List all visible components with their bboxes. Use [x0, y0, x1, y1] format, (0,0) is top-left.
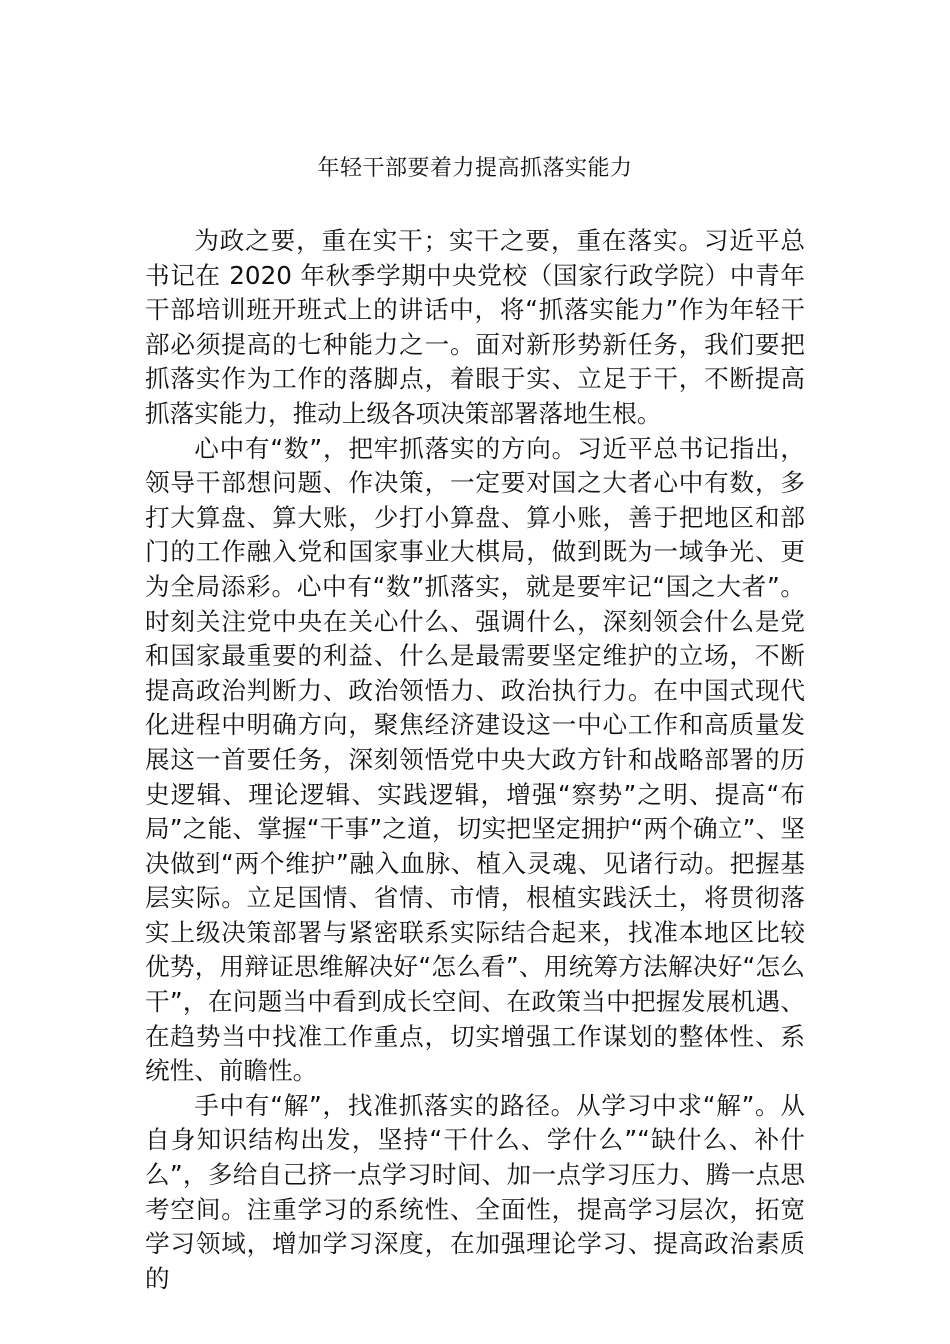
document-body: [145, 224, 805, 1296]
document-title: 年轻干部要着力提高抓落实能力: [317, 156, 633, 181]
paragraph: 为政之要，重在实干；实干之要，重在落实。习近平总书记在 2020 年秋季学期中央党校（国家行政学院）中青年干部培训班开班式上的讲话中，将“抓落实能力”作为年轻干部必须提高的七种能力之一。面对新形势新任务，我们要把抓落实作为工作的落脚点，着眼于实、立足于干，不断提高抓落实能力，推动上级各项决策部署落地生根。: [145, 226, 805, 428]
paragraph: 手中有“解”，找准抓落实的路径。从学习中求“解”。从自身知识结构出发，坚持“干什么、学什么”“缺什么、补什么”，多给自己挤一点学习时间、加一点学习压力、腾一点思考空间。注重学习的系统性、全面性，提高学习层次，拓宽学习领域，增加学习深度，在加强理论学习、提高政治素质的: [145, 1090, 805, 1293]
paragraph: 心中有“数”，把牢抓落实的方向。习近平总书记指出，领导干部想问题、作决策，一定要对国之大者心中有数，多打大算盘、算大账，少打小算盘、算小账，善于把地区和部门的工作融入党和国家事业大棋局，做到既为一域争光、更为全局添彩。心中有“数”抓落实，就是要牢记“国之大者”。时刻关注党中央在关心什么、强调什么，深刻领会什么是党和国家最重要的利益、什么是最需要坚定维护的立场，不断提高政治判断力、政治领悟力、政治执行力。在中国式现代化进程中明确方向，聚焦经济建设这一中心工作和高质量发展这一首要任务，深刻领悟党中央大政方针和战略部署的历史逻辑、理论逻辑、实践逻辑，增强“察势”之明、提高“布局”之能、掌握“干事”之道，切实把坚定拥护“两个确立”、坚决做到“两个维护”融入血脉、植入灵魂、见诸行动。把握基层实际。立足国情、省情、市情，根植实践沃土，将贯彻落实上级决策部署与紧密联系实际结合起来，找准本地区比较优势，用辩证思维解决好“怎么看”、用统筹方法解决好“怎么干”，在问题当中看到成长空间、在政策当中把握发展机遇、在趋势当中找准工作重点，切实增强工作谋划的整体性、系统性、前瞻性。: [145, 433, 805, 1086]
